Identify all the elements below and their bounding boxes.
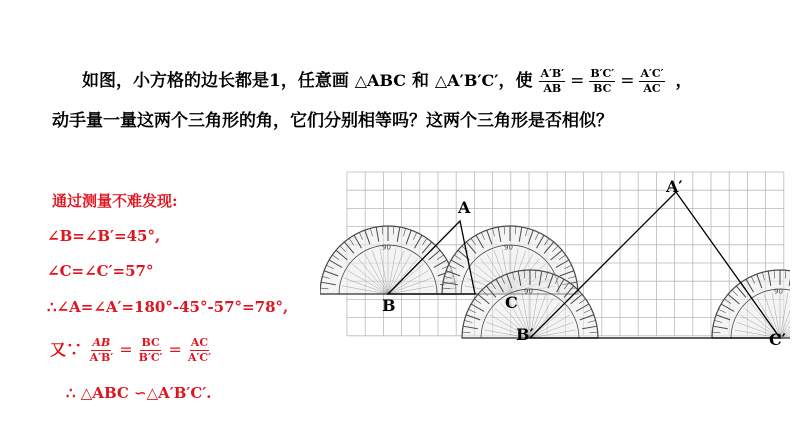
protractor-90-mark: 90 [774, 287, 783, 296]
protractor-90-mark: 90 [504, 243, 513, 252]
also-because: 又∵ [50, 340, 83, 359]
fraction-denominator: A′C′ [187, 351, 211, 364]
ratio-fraction-bc [138, 337, 164, 364]
intro-text-a: 如图，小方格的边长都是1，任意画 [82, 71, 349, 91]
fraction-numerator: BC [141, 336, 160, 349]
geometry-figure [320, 168, 790, 348]
equals-sign: = [119, 340, 133, 359]
fraction-denominator: B′C′ [138, 351, 163, 364]
ratio-fraction-ab [89, 337, 115, 364]
ratio-statement [50, 337, 213, 364]
protractor [320, 226, 456, 294]
fraction-numerator: A′C′ [640, 67, 664, 80]
protractor-90-mark: 90 [524, 287, 533, 296]
fraction-numerator: AB [92, 336, 111, 349]
label-a: A [458, 198, 471, 217]
label-a-prime: A′ [666, 177, 683, 196]
fraction-numerator: B′C′ [590, 67, 615, 80]
label-c-prime: C′ [769, 330, 786, 348]
protractor [712, 270, 790, 338]
intro-line-1 [82, 66, 693, 95]
protractors [320, 226, 790, 338]
triangle-abc-prime-label: △A′B′C′ [434, 71, 499, 90]
intro-text-b: ，使 [498, 71, 533, 91]
protractor-90-mark: 90 [382, 243, 391, 252]
intro-line-2: 动手量一量这两个三角形的角，它们分别相等吗？这两个三角形是否相似？ [52, 111, 613, 131]
label-b: B [382, 296, 396, 315]
fraction-denominator: A′B′ [89, 351, 114, 364]
ratio-fraction-ac [187, 337, 212, 364]
fraction-denominator: BC [593, 82, 612, 95]
label-c: C [505, 293, 518, 312]
angle-c-statement: ∠C=∠C′=57° [47, 262, 154, 280]
triangle-abc-label: △ABC [354, 71, 407, 90]
intro-end-comma: ， [675, 71, 693, 91]
and-word: 和 [411, 71, 429, 91]
similarity-conclusion: ∴ △ABC ∽△A′B′C′. [66, 384, 212, 402]
angle-a-statement: ∴∠A=∠A′=180°-45°-57°=78°, [47, 298, 289, 316]
ratio-fraction-1 [539, 68, 565, 95]
angle-b-statement: ∠B=∠B′=45°, [47, 227, 161, 245]
label-b-prime: B′ [516, 325, 534, 344]
equals-sign: = [620, 71, 635, 91]
fraction-denominator: AB [543, 82, 562, 95]
ratio-fraction-2 [589, 68, 615, 95]
fraction-denominator: AC [643, 82, 661, 95]
fraction-numerator: A′B′ [540, 67, 565, 80]
ratio-fraction-3 [639, 68, 664, 95]
fraction-numerator: AC [190, 336, 209, 349]
findings-title: 通过测量不难发现: [52, 192, 178, 210]
equals-sign: = [570, 71, 585, 91]
equals-sign: = [168, 340, 182, 359]
